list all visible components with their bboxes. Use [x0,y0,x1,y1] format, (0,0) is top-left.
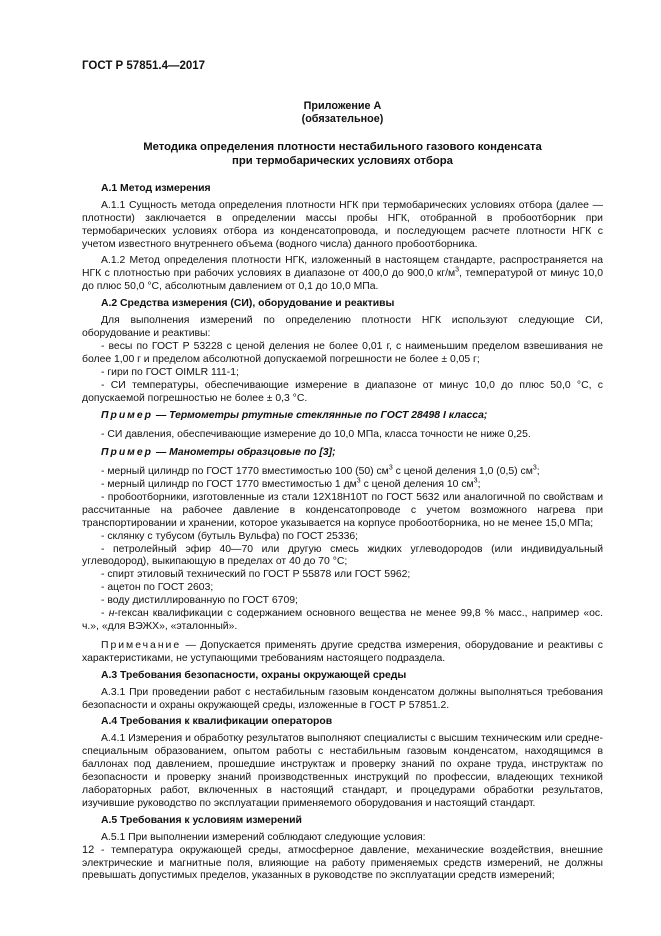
example-text: — Манометры образцовые по [3]; [152,447,336,459]
italic-prefix: н [108,608,115,620]
list-item: - температура окружающей среды, атмосферное давление, механические воздействия, внешние электрические и магнитные поля, влияющие на работу применяемых средств измерений, не должны превышать допустимых пределов, указанных в руководстве по эксплуатации средств измерений; [82,844,603,882]
example-2 [82,447,603,460]
section-heading-a1: А.1 Метод измерения [101,182,211,194]
superscript: 3 [388,464,393,472]
paragraph-a11: А.1.1 Сущность метода определения плотности НГК при термобарических условиях отбора (далее — плотности) заключается в определении массы пробы НГК, отобранной в пробоотборник при термобарических условиях отбора из конденсатопровода, и последующем расчете плотности НГК с учетом известного внутреннего объема (водного числа) данного пробоотборника. [82,199,603,250]
appendix-label: Приложение А [303,99,382,112]
appendix-status: (обязательное) [301,113,384,126]
list-item [82,608,603,634]
page-number: 12 [82,844,95,856]
note-text: — Допускается применять другие средства измерения, оборудование и реактивы с характеристиками, не уступающими требованиям настоящего подраздела. [82,639,603,664]
note [82,640,603,666]
text: - мерный цилиндр по ГОСТ 1770 вместимостью 100 (50) см [101,466,389,478]
paragraph-a31: А.3.1 При проведении работ с нестабильным газовым конденсатом должны выполняться требования безопасности и охраны окружающей среды, изложенные в ГОСТ Р 57851.2. [82,686,603,711]
text: с ценой деления 1,0 (0,5) см [392,466,533,478]
list-item: - петролейный эфир 40—70 или другую смесь жидких углеводородов (или индивидуальный углеводород), выкипающую в пределах от 40 до 70 °С; [82,543,603,568]
text: с ценой деления 10 см [360,479,474,491]
paragraph-a51: А.5.1 При выполнении измерений соблюдают следующие условия: [101,831,426,843]
text: -гексан квалификации с содержанием основного вещества не менее 99,8 % масс., например «ос. ч.», «для ВЭЖХ», «эталонный». [82,608,603,632]
text: - [101,608,109,620]
paragraph-a12 [82,255,603,294]
text: ; [477,479,481,491]
paragraph-a2-intro: Для выполнения измерений по определению плотности НГК используют следующие СИ, оборудование и реактивы: [82,315,603,339]
section-heading-a3: А.3 Требования безопасности, охраны окружающей среды [101,669,407,681]
list-item: - склянку с тубусом (бутыль Вульфа) по ГОСТ 25336; [101,530,359,542]
example-1 [82,410,603,423]
document-code: ГОСТ Р 57851.4—2017 [82,60,206,72]
paragraph-a41: А.4.1 Измерения и обработку результатов выполняют специалисты с высшим техническим или среднеспециальным образованием, опытом работы с нестабильным газовым конденсатом, находящимся в баллонах под давлением, прошедшие инструктаж и проверку знаний по охране труда, инструктаж по безопасности и проверку знаний производственных инструкций по профессии, владеющих техникой лабораторных работ, включенных в настоящий стандарт, и процедурами обработки результатов, изучившие руководство по эксплуатации применяемого оборудования и настоящий стандарт. [82,733,603,809]
appendix-title-line1: Методика определения плотности нестабильного газового конденсата [143,140,542,153]
example-label: Пример [101,410,153,422]
section-heading-a2: А.2 Средства измерения (СИ), оборудование и реактивы [101,298,395,310]
list-item: - весы по ГОСТ Р 53228 с ценой деления не более 0,01 г, с наименьшим пределом взвешивания не более 1,00 г и пределом абсолютной допускаемой погрешности не более ± 0,05 г; [82,340,603,365]
text: А.1.2 Метод определения плотности НГК, изложенный в настоящем стандарте, распространяется на НГК с плотностью при рабочих условиях в диапазоне от 400,0 до 900,0 кг/м [82,255,603,280]
superscript: 3 [532,464,537,472]
list-item [82,466,603,479]
list-item: - СИ давления, обеспечивающие измерение до 10,0 МПа, класса точности не ниже 0,25. [101,429,531,441]
text: - мерный цилиндр по ГОСТ 1770 вместимостью 1 дм [101,479,357,491]
text: ; [536,466,540,478]
superscript: 3 [455,266,460,274]
appendix-title [82,140,603,169]
example-text: — Термометры ртутные стеклянные по ГОСТ 28498 I класса; [152,410,488,422]
appendix-title-line2: при термобарических условиях отбора [232,155,453,168]
example-label: Пример [101,447,153,459]
section-heading-a4: А.4 Требования к квалификации операторов [101,716,333,728]
superscript: 3 [473,477,478,485]
superscript: 3 [356,477,361,485]
list-item [82,479,603,492]
section-heading-a5: А.5 Требования к условиям измерений [101,814,302,826]
list-item: - пробоотборники, изготовленные из стали 12Х18Н10Т по ГОСТ 5632 или аналогичной по свойствам и рассчитанные на рабочее давление в конденсатопроводе с учетом возможного нагрева при транспортировании и хранении, которое указывается на корпусе пробоотборника, но не менее 15,0 МПа; [82,491,603,529]
text: , температурой от минус 10,0 до плюс 50,0 °С, абсолютным давлением от 0,1 до 10,0 МПа. [82,268,603,293]
list-item: - спирт этиловый технический по ГОСТ Р 55878 или ГОСТ 5962; [101,569,411,581]
list-item: - ацетон по ГОСТ 2603; [101,582,214,594]
list-item: - воду дистиллированную по ГОСТ 6709; [101,595,298,607]
appendix-label-block [82,100,603,127]
list-item: - гири по ГОСТ OIMLR 111-1; [101,366,239,378]
note-label: Примечание [101,639,182,651]
list-item: - СИ температуры, обеспечивающие измерение в диапазоне от минус 10,0 до плюс 50,0 °С, с допускаемой погрешностью не более ± 0,3 °С. [82,379,603,404]
